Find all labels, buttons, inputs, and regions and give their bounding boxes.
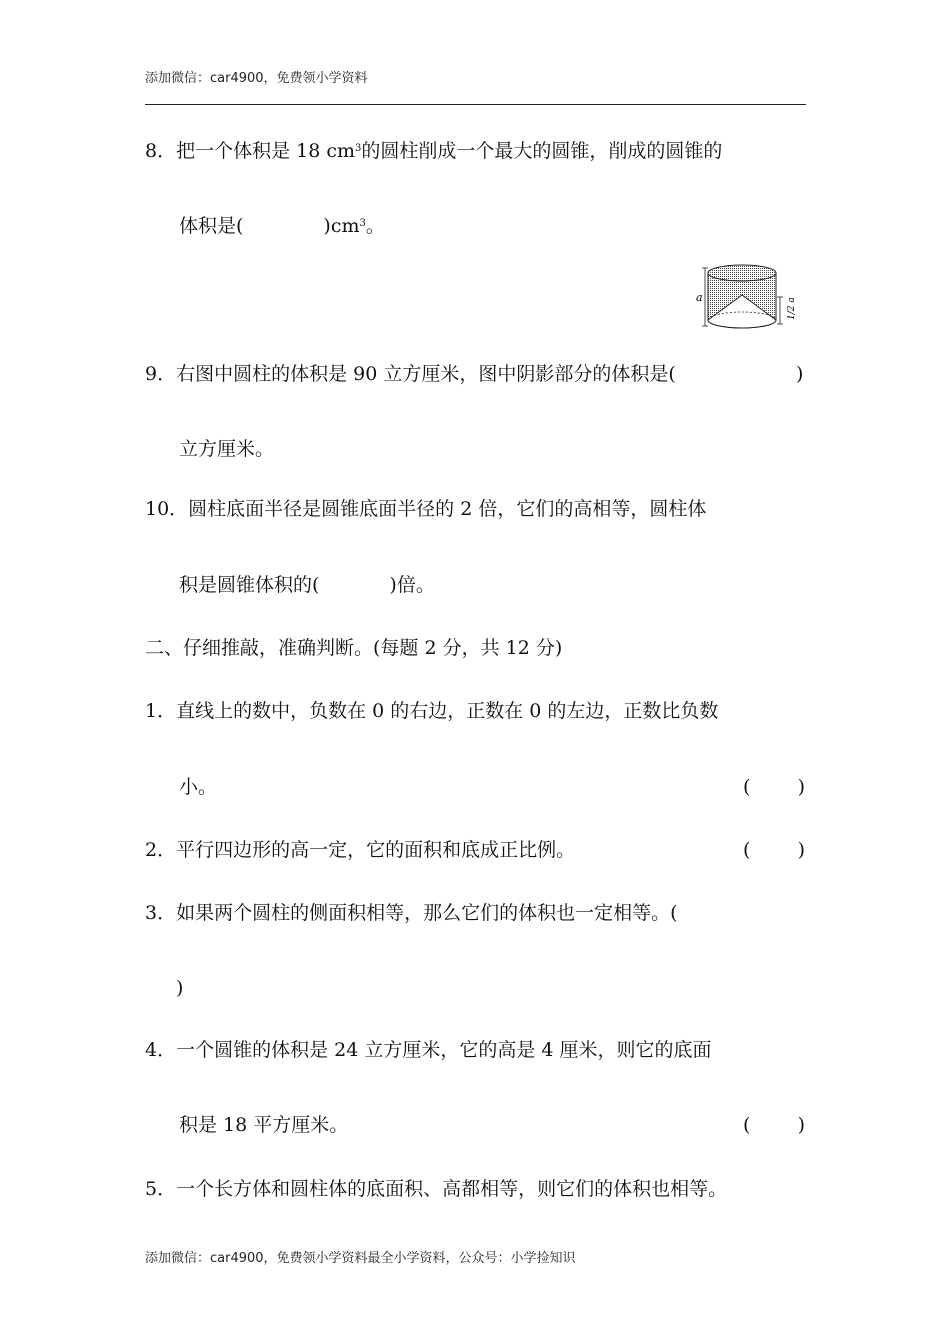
j4-line1: 4．一个圆锥的体积是 24 立方厘米，它的高是 4 厘米，则它的底面 (145, 1039, 712, 1061)
j2-open-paren: ( (743, 839, 751, 861)
q8-line1-pre: 8．把一个体积是 18 cm (145, 140, 356, 162)
j4-answer-box[interactable] (743, 1113, 805, 1137)
q9-line2: 立方厘米。 (179, 438, 275, 460)
q9-close-paren: ) (796, 363, 804, 385)
q10-line2-post: )倍。 (389, 574, 435, 596)
q9-line1 (145, 362, 676, 386)
q8-line1-sup: 3 (355, 143, 362, 154)
j3-line1: 3．如果两个圆柱的侧面积相等，那么它们的体积也一定相等。( (145, 902, 678, 924)
header-text: 添加微信：car4900，免费领小学资料 (145, 71, 368, 86)
footer-text: 添加微信：car4900，免费领小学资料最全小学资料，公众号：小学捡知识 (145, 1251, 576, 1266)
j2-close-paren: ) (797, 839, 805, 861)
q8-line2 (179, 214, 385, 238)
j1-answer-box[interactable] (743, 775, 805, 799)
q8-line1 (145, 139, 722, 163)
top-ellipse (708, 265, 776, 281)
q9-line1-text: 9．右图中圆柱的体积是 90 立方厘米，图中阴影部分的体积是( (145, 363, 676, 385)
header-rule (145, 104, 806, 105)
section2-title: 二、仔细推敲，准确判断。(每题 2 分，共 12 分) (145, 637, 563, 659)
label-a: a (696, 291, 703, 304)
j1-close-paren: ) (797, 776, 805, 798)
label-half-a: 1/2 a (787, 297, 797, 320)
j1-line1: 1．直线上的数中，负数在 0 的右边，正数在 0 的左边，正数比负数 (145, 700, 719, 722)
q8-line2-sup: 3 (359, 218, 366, 229)
q8-line2-pre: 体积是( (179, 215, 244, 237)
q8-line1-post: 的圆柱削成一个最大的圆锥，削成的圆锥的 (361, 140, 723, 162)
j3-line2: ) (176, 977, 184, 999)
q8-line2-mid: )cm (323, 215, 360, 237)
j2-line1: 2．平行四边形的高一定，它的面积和底成正比例。 (145, 839, 576, 861)
q10-line2 (179, 573, 435, 597)
q8-line2-post: 。 (365, 215, 385, 237)
j4-line2: 积是 18 平方厘米。 (179, 1114, 349, 1136)
cylinder-figure (694, 264, 810, 334)
cylinder-cone-diagram (694, 264, 810, 330)
j5-line1: 5．一个长方体和圆柱体的底面积、高都相等，则它们的体积也相等。 (145, 1178, 728, 1200)
j4-close-paren: ) (797, 1114, 805, 1136)
q10-line2-pre: 积是圆锥体积的( (179, 574, 320, 596)
j2-answer-box[interactable] (743, 838, 805, 862)
q10-line1: 10．圆柱底面半径是圆锥底面半径的 2 倍，它们的高相等，圆柱体 (145, 498, 707, 520)
j1-open-paren: ( (743, 776, 751, 798)
j4-open-paren: ( (743, 1114, 751, 1136)
j1-line2: 小。 (179, 776, 218, 798)
